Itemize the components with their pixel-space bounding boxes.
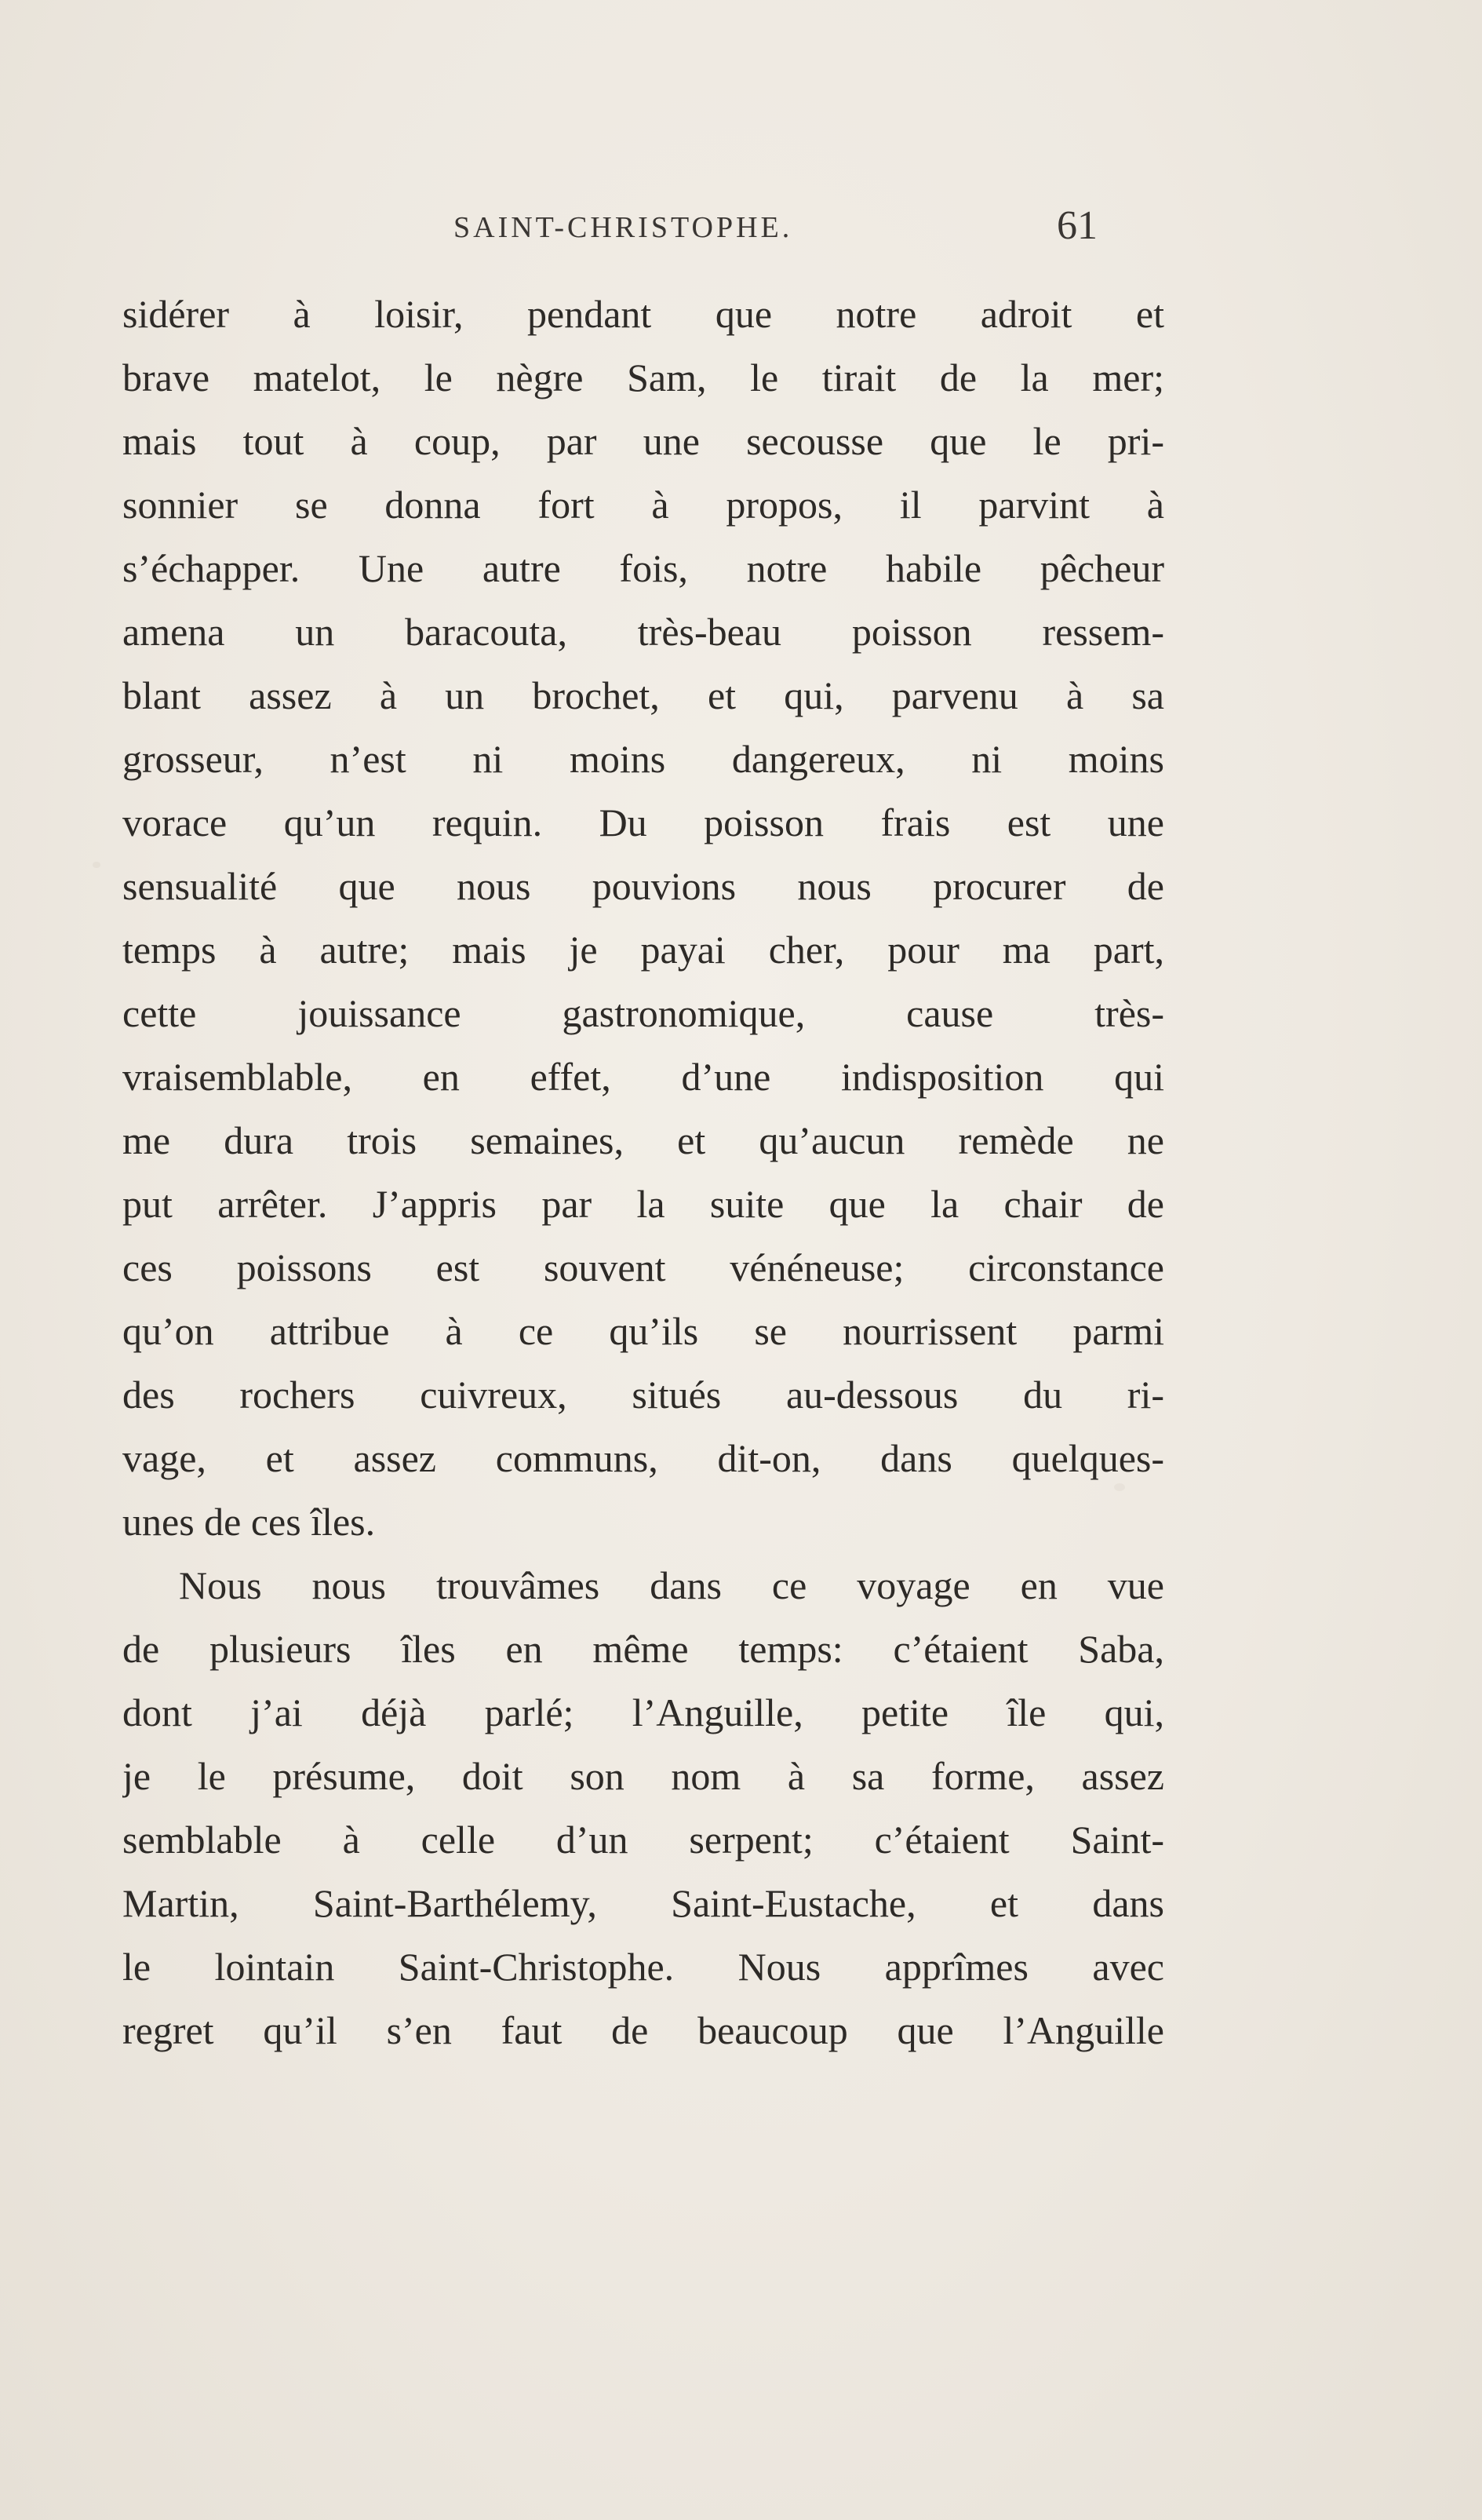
text-line: brave matelot, le nègre Sam, le tirait de la mer; [122,356,1164,399]
text-line: de plusieurs îles en même temps: c’étaient Saba, [122,1627,1164,1671]
text-line: qu’on attribue à ce qu’ils se nourrissent parmi [122,1309,1164,1353]
text-line: dont j’ai déjà parlé; l’Anguille, petite île qui, [122,1690,1164,1734]
text-line: Martin, Saint-Barthélemy, Saint-Eustache, et dans [122,1881,1164,1925]
text-line: grosseur, n’est ni moins dangereux, ni moins [122,737,1164,781]
text-line: mais tout à coup, par une secousse que le pri- [122,419,1164,463]
text-line-paragraph-end: unes de ces îles. [122,1500,376,1544]
text-line: put arrêter. J’appris par la suite que la chair de [122,1182,1164,1226]
text-line: vage, et assez communs, dit-on, dans quelques- [122,1436,1164,1480]
text-line: sidérer à loisir, pendant que notre adroit et [122,292,1164,336]
text-line: ces poissons est souvent vénéneuse; circonstance [122,1245,1164,1289]
body-text [122,283,1164,2062]
text-line: semblable à celle d’un serpent; c’étaient Saint- [122,1818,1164,1862]
text-line: cette jouissance gastronomique, cause très- [122,991,1164,1035]
text-line: je le présume, doit son nom à sa forme, assez [122,1754,1164,1798]
text-line: vorace qu’un requin. Du poisson frais est une [122,800,1164,844]
text-line: le lointain Saint-Christophe. Nous apprîmes avec [122,1945,1164,1989]
text-line: me dura trois semaines, et qu’aucun remède ne [122,1118,1164,1162]
text-line: regret qu’il s’en faut de beaucoup que l’Anguille [122,2008,1164,2052]
page-number: 61 [1057,203,1098,248]
text-line-paragraph-start: Nous nous trouvâmes dans ce voyage en vue [179,1563,1164,1607]
text-line: s’échapper. Une autre fois, notre habile pêcheur [122,546,1164,590]
text-line: sensualité que nous pouvions nous procurer de [122,864,1164,908]
text-line: sonnier se donna fort à propos, il parvint à [122,483,1164,527]
text-line: amena un baracouta, très-beau poisson ressem- [122,610,1164,654]
running-title: SAINT-CHRISTOPHE. [453,211,793,244]
text-line: vraisemblable, en effet, d’une indisposition qui [122,1055,1164,1099]
text-line: temps à autre; mais je payai cher, pour ma part, [122,928,1164,972]
paper-stain [93,862,100,868]
text-line: blant assez à un brochet, et qui, parvenu à sa [122,673,1164,717]
text-line: des rochers cuivreux, situés au-dessous du ri- [122,1373,1164,1417]
